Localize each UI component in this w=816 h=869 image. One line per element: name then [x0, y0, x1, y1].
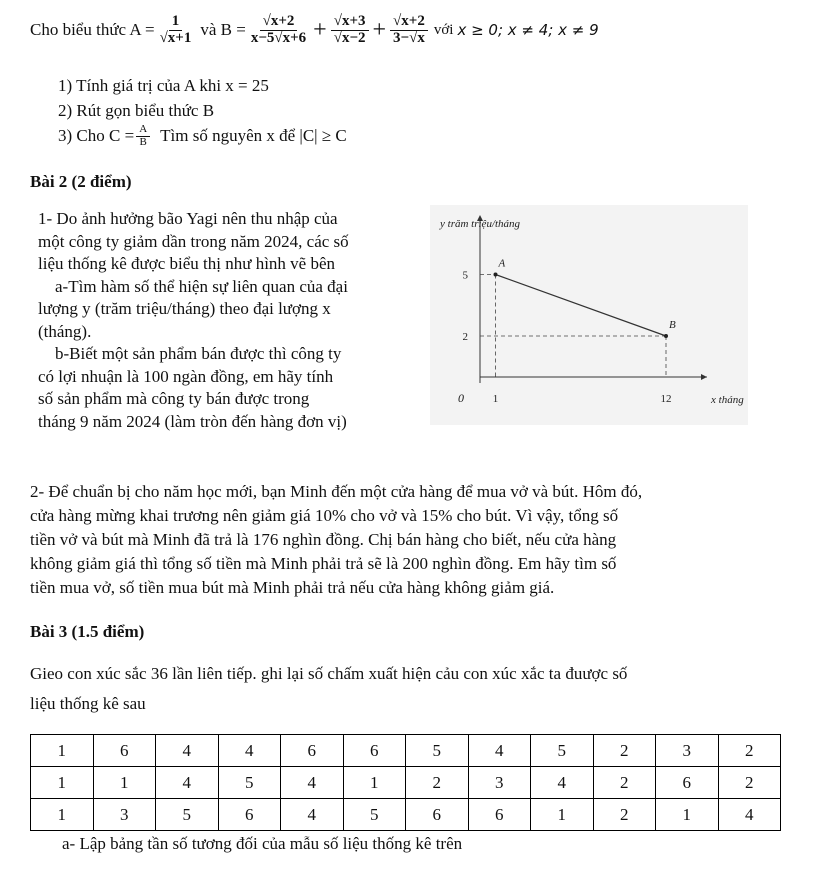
- table-cell: 4: [218, 735, 281, 767]
- fraction-c: [136, 124, 150, 148]
- table-cell: 1: [656, 799, 719, 831]
- table-cell: 5: [531, 735, 594, 767]
- table-cell: 6: [468, 799, 531, 831]
- table-cell: 5: [156, 799, 219, 831]
- bai2-part1: [38, 209, 428, 434]
- table-cell: 4: [281, 799, 344, 831]
- question-3: [58, 124, 347, 148]
- table-row: [31, 767, 781, 799]
- table-cell: 6: [656, 767, 719, 799]
- table-cell: 4: [156, 767, 219, 799]
- intro-expression: [30, 14, 599, 47]
- bai2-p1-line: (tháng).: [38, 321, 92, 341]
- table-cell: 4: [468, 735, 531, 767]
- table-cell: 4: [531, 767, 594, 799]
- bai2-p1-line: một công ty giảm dần trong năm 2024, các số: [38, 231, 349, 251]
- table-cell: 2: [593, 799, 656, 831]
- table-cell: 1: [531, 799, 594, 831]
- table-cell: 2: [593, 767, 656, 799]
- q3-prefix: 3) Cho C =: [58, 126, 135, 146]
- table-cell: 1: [31, 799, 94, 831]
- table-cell: 3: [468, 767, 531, 799]
- chart-background: [430, 205, 748, 425]
- table-row: [31, 735, 781, 767]
- term3-numerator: √x+2: [390, 14, 428, 31]
- plus-sign: +: [372, 16, 387, 43]
- table-cell: 3: [93, 799, 156, 831]
- bai2-p2-line: tiền vở và bút mà Minh đã trả là 176 nghìn đồng. Chị bán hàng cho biết, nếu cửa hàng: [30, 530, 617, 549]
- bai2-p2-line: tiền mua vở, số tiền mua bút mà Minh phải trả nếu cửa hàng không giảm giá.: [30, 578, 555, 597]
- bai2-p1-line: b-Biết một sản phẩm bán được thì công ty: [38, 344, 342, 363]
- table-cell: 6: [406, 799, 469, 831]
- table-row: [31, 799, 781, 831]
- fraction-c-numerator: A: [136, 124, 150, 137]
- fraction-c-denominator: B: [139, 135, 147, 148]
- table-cell: 1: [31, 735, 94, 767]
- table-cell: 6: [218, 799, 281, 831]
- question-1: 1) Tính giá trị của A khi x = 25: [58, 76, 269, 95]
- term2-denominator: √x−2: [333, 29, 366, 46]
- bai2-p1-line: a-Tìm hàm số thể hiện sự liên quan của đại: [38, 276, 348, 296]
- plus-sign: +: [313, 16, 327, 43]
- bai2-p2-line: 2- Để chuẩn bị cho năm học mới, bạn Minh đến một cửa hàng để mua vở và bút. Hôm đó,: [30, 482, 643, 501]
- bai2-p1-line: 1- Do ảnh hưởng bão Yagi nên thu nhập của: [38, 209, 338, 228]
- bai3-line: liệu thống kê sau: [30, 694, 146, 713]
- data-point: [664, 334, 668, 338]
- term1-denominator: x−5√x+6: [250, 29, 307, 46]
- y-tick-label: 2: [462, 331, 468, 343]
- fraction-a-numerator: 1: [169, 14, 183, 31]
- q3-suffix: Tìm số nguyên x để |C| ≥ C: [160, 126, 347, 146]
- intro-voi: với: [433, 21, 454, 38]
- x-tick-label: 1: [492, 393, 499, 405]
- table-cell: 1: [93, 767, 156, 799]
- table-cell: 2: [593, 735, 656, 767]
- fraction-b-term2: [331, 14, 369, 47]
- table-cell: 4: [718, 799, 781, 831]
- bai2-p1-line: tháng 9 năm 2024 (làm tròn đến hàng đơn vị): [38, 411, 347, 431]
- point-label: A: [498, 257, 506, 270]
- term3-denominator: 3−√x: [393, 29, 425, 46]
- bai3-title: Bài 3 (1.5 điểm): [30, 622, 145, 641]
- table-cell: 3: [656, 735, 719, 767]
- income-chart: [430, 205, 748, 425]
- table-cell: 5: [343, 799, 406, 831]
- x-axis-label: x tháng: [711, 394, 744, 406]
- fraction-a: [157, 14, 195, 47]
- bai2-p2-line: cửa hàng mừng khai trương nên giảm giá 10% cho vở và 15% cho bút. Vì vậy, tổng số: [30, 506, 619, 525]
- bai3-line: Gieo con xúc sắc 36 lần liên tiếp. ghi lại số chấm xuất hiện cảu con xúc xắc ta đuược số: [30, 664, 628, 683]
- term2-numerator: √x+3: [331, 14, 369, 31]
- bai2-p1-line: có lợi nhuận là 100 ngàn đồng, em hãy tính: [38, 366, 334, 386]
- point-label: B: [669, 319, 676, 331]
- intro-and: và B =: [200, 20, 246, 40]
- bai2-title: Bài 2 (2 điểm): [30, 172, 132, 191]
- table-cell: 2: [718, 767, 781, 799]
- y-axis-label: y trăm triệu/tháng: [440, 218, 521, 230]
- fraction-b-term3: [390, 14, 428, 47]
- table-cell: 4: [281, 767, 344, 799]
- table-cell: 6: [343, 735, 406, 767]
- dice-data-table: [30, 734, 781, 831]
- table-cell: 2: [718, 735, 781, 767]
- table-cell: 5: [218, 767, 281, 799]
- intro-prefix: Cho biểu thức A =: [30, 20, 155, 40]
- table-cell: 1: [343, 767, 406, 799]
- bai2-p1-line: liệu thống kê được biểu thị như hình vẽ bên: [38, 254, 336, 273]
- origin-label: 0: [458, 391, 464, 405]
- bai2-p2-line: không giảm giá thì tổng số tiền mà Minh phải trả sẽ là 200 nghìn đồng. Em hãy tìm số: [30, 554, 617, 573]
- table-cell: 1: [31, 767, 94, 799]
- term1-numerator: √x+2: [260, 14, 298, 31]
- table-cell: 6: [281, 735, 344, 767]
- table-cell: 2: [406, 767, 469, 799]
- fraction-b-term1: [248, 14, 309, 47]
- bai3-question-a: a- Lập bảng tần số tương đối của mẫu số liệu thống kê trên: [62, 834, 463, 853]
- intro-condition: x ≥ 0; x ≠ 4; x ≠ 9: [457, 21, 599, 40]
- bai2-part2: [30, 482, 790, 602]
- bai2-p1-line: số sản phẩm mà công ty bán được trong: [38, 389, 310, 408]
- bai2-p1-line: lượng y (trăm triệu/tháng) theo đại lượng x: [38, 299, 331, 318]
- data-point: [494, 273, 498, 277]
- question-2: 2) Rút gọn biểu thức B: [58, 101, 215, 120]
- table-cell: 4: [156, 735, 219, 767]
- x-tick-label: 12: [660, 393, 672, 405]
- y-tick-label: 5: [462, 269, 468, 282]
- table-cell: 6: [93, 735, 156, 767]
- table-cell: 5: [406, 735, 469, 767]
- fraction-a-denominator: √x+1: [159, 29, 192, 46]
